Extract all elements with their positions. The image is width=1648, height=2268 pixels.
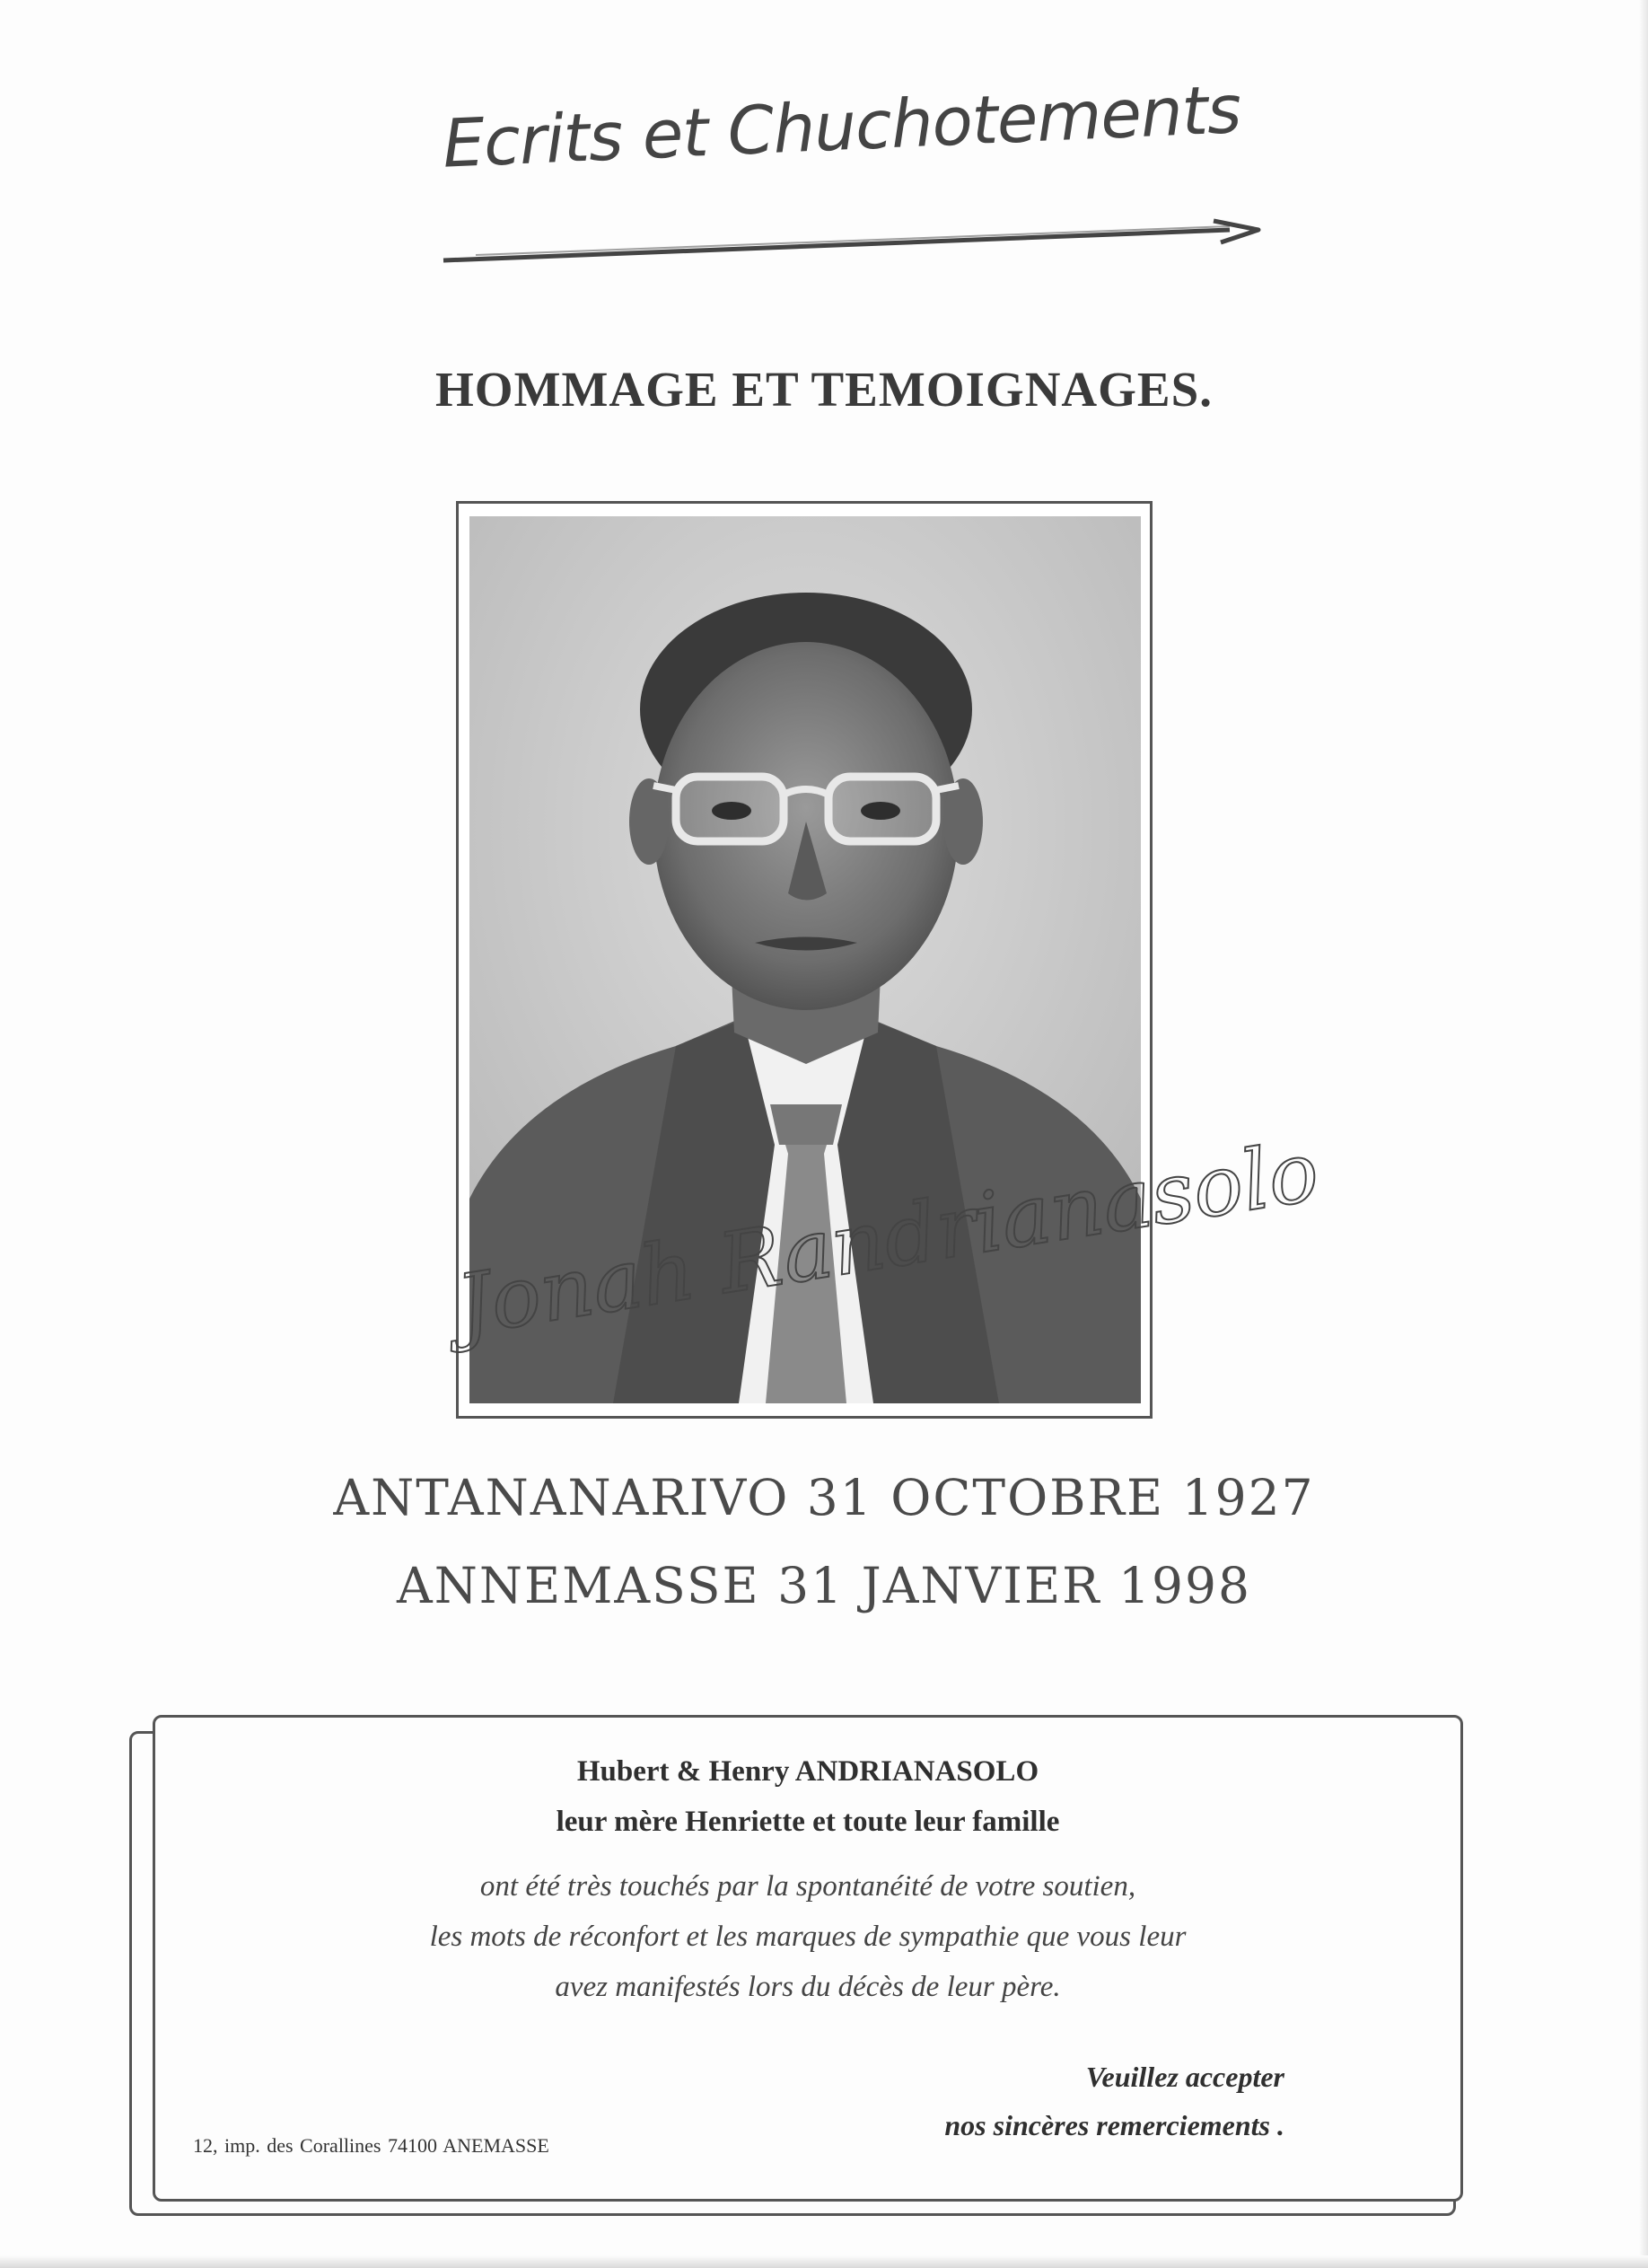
birth-place-date: ANTANANARIVO 31 OCTOBRE 1927 [333, 1469, 1315, 1526]
death-place-date: ANNEMASSE 31 JANVIER 1998 [397, 1557, 1251, 1614]
section-heading: HOMMAGE ET TEMOIGNAGES. [435, 362, 1213, 417]
page-edge-shadow-right [1639, 0, 1648, 2268]
portrait-photo [469, 516, 1141, 1403]
masthead-underline-arrow [440, 196, 1284, 268]
masthead [440, 71, 1284, 259]
portrait-illustration [469, 516, 1141, 1403]
message-line: avez manifestés lors du décès de leur père. [555, 1971, 1061, 2003]
closing-line: nos sincères remerciements . [944, 2109, 1284, 2141]
page-edge-shadow-bottom [0, 2255, 1648, 2268]
printer-imprint: 12, imp. des Corallines 74100 ANEMASSE [193, 2134, 549, 2157]
acknowledgement-card [153, 1715, 1463, 2202]
message-line: ont été très touchés par la spontanéité de votre soutien, [479, 1870, 1136, 1903]
portrait-frame [456, 501, 1153, 1419]
closing-line: Veuillez accepter [1085, 2061, 1284, 2093]
masthead-title: Ecrits et Chuchotements [441, 71, 1242, 183]
family-names: Hubert & Henry ANDRIANASOLO [576, 1755, 1039, 1788]
family-members: leur mère Henriette et toute leur famille [556, 1806, 1060, 1838]
message-line: les mots de réconfort et les marques de sympathie que vous leur [429, 1921, 1187, 1953]
